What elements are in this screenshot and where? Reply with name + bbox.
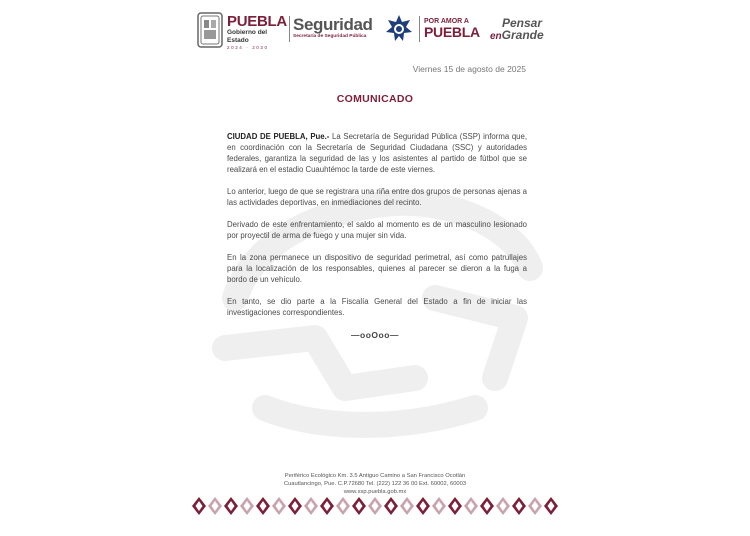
amor-logo-line2: PUEBLA xyxy=(424,24,480,40)
puebla-logo-subtitle: Gobierno del Estado xyxy=(227,29,268,44)
pensar-logo-en: en xyxy=(490,31,502,42)
document-body xyxy=(227,131,527,329)
document-title: COMUNICADO xyxy=(336,93,414,105)
header-divider xyxy=(419,16,420,42)
footer-address xyxy=(0,472,750,496)
police-badge-icon xyxy=(385,14,413,44)
seguridad-logo xyxy=(293,16,379,40)
pensar-logo-line2 xyxy=(490,29,556,43)
puebla-logo-title: PUEBLA xyxy=(227,13,287,30)
paragraph-4: En la zona permanece un dispositivo de seguridad perimetral, así como patrullajes para la localización de los responsables, quienes al parecer se dieron a la fuga a bordo de un vehículo. xyxy=(227,253,527,284)
paragraph-1-text: La Secretaría de Seguridad Pública (SSP) informa que, en coordinación con la Secretaría de Seguridad Ciudadana (SSC) y autoridades federales, garantiza la seguridad de las y los asistentes al partido de fútbol que se realizará en el estadio Cuauhtémoc la tarde de este viernes. xyxy=(227,132,527,174)
pensar-logo-line1: Pensar xyxy=(502,16,543,30)
footer-website: www.ssp.puebla.gob.mx xyxy=(343,489,407,495)
seguridad-logo-title: Seguridad xyxy=(293,15,373,34)
puebla-logo-years: 2024 · 2030 xyxy=(227,45,269,50)
paragraph-5: En tanto, se dio parte a la Fiscalía General del Estado a fin de iniciar las investigaciones correspondientes. xyxy=(227,297,527,317)
dateline: CIUDAD DE PUEBLA, Pue.- xyxy=(227,132,330,141)
paragraph-1 xyxy=(227,131,527,175)
coat-of-arms-icon xyxy=(197,12,223,48)
header-divider xyxy=(289,16,290,42)
footer-line-2: Cuautlancingo, Pue. C.P.72680 Tel. (222) 122 36 00 Ext. 60002, 60003 xyxy=(283,481,467,487)
decorative-pattern-border xyxy=(191,496,561,516)
document-date: Viernes 15 de agosto de 2025 xyxy=(412,64,526,74)
closing-separator: —ooOoo— xyxy=(351,330,399,340)
header-logos xyxy=(195,10,555,50)
footer-line-1: Periférico Ecológico Km. 3.5 Antiguo Camino a San Francisco Ocotlán xyxy=(284,473,466,479)
paragraph-3: Derivado de este enfrentamiento, el saldo al momento es de un masculino lesionado por proyectil de arma de fuego y una mujer sin vida. xyxy=(227,220,527,240)
seguridad-logo-subtitle: Secretaría de Seguridad Pública xyxy=(293,34,367,39)
pensar-en-grande-logo xyxy=(490,17,556,43)
puebla-logo xyxy=(227,14,287,51)
pensar-logo-grande: Grande xyxy=(501,28,544,42)
paragraph-2: Lo anterior, luego de que se registrara una riña entre dos grupos de personas ajenas a las actividades deportivas, en inmediaciones del recinto. xyxy=(227,187,527,207)
amor-logo-line1: POR AMOR A xyxy=(424,18,469,25)
por-amor-a-puebla-logo xyxy=(424,18,482,39)
